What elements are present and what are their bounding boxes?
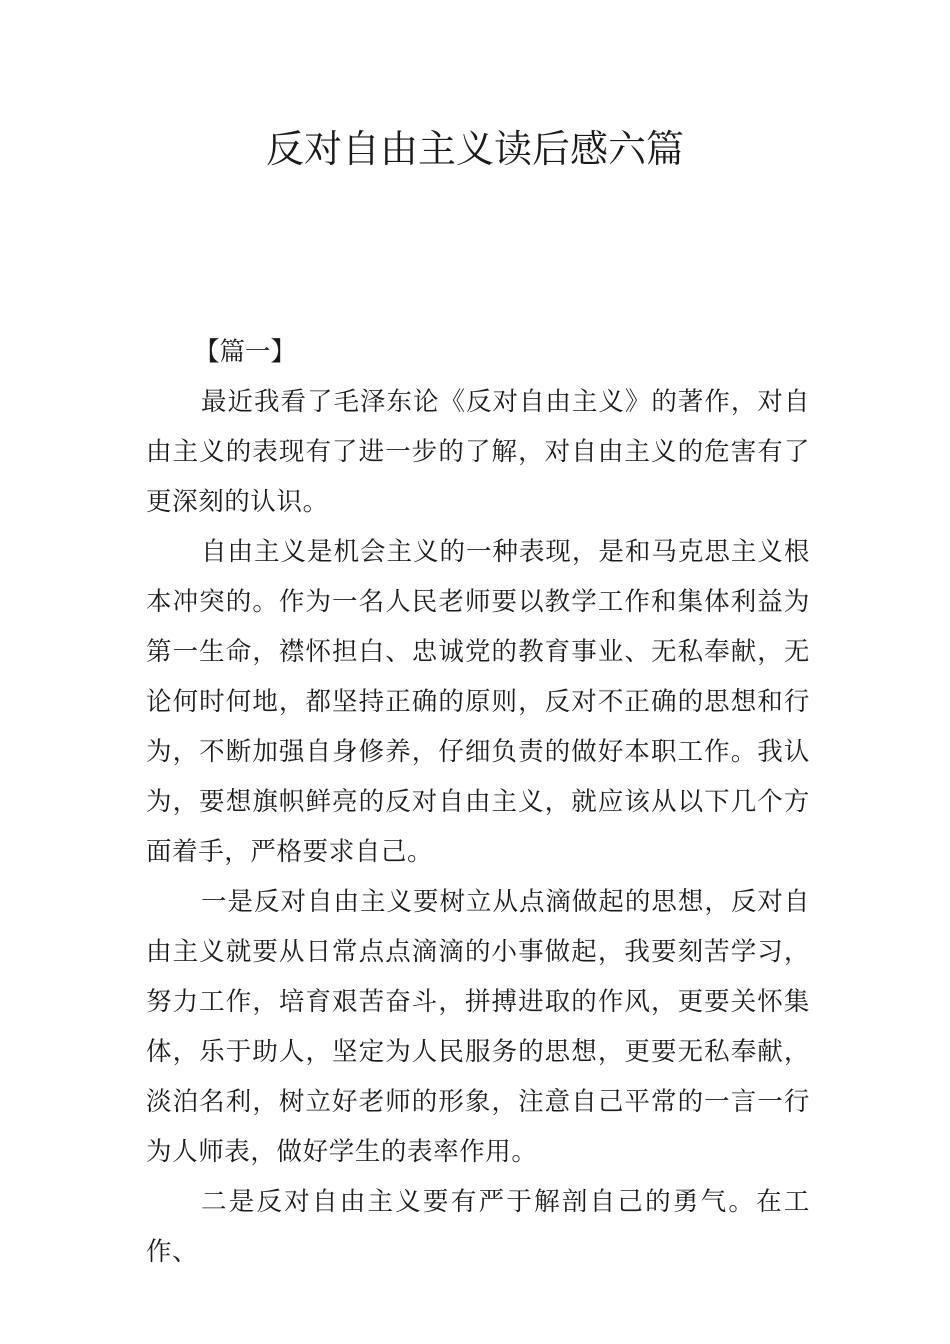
paragraph-2: 自由主义是机会主义的一种表现，是和马克思主义根本冲突的。作为一名人民老师要以教学工作和集体利益为第一生命，襟怀担白、忠诚党的教育事业、无私奉献，无论何时何地，都坚持正确的原则，反对不正确的思想和行为，不断加强自身修养，仔细负责的做好本职工作。我认为，要想旗帜鲜亮的反对自由主义，就应该从以下几个方面着手，严格要求自己。 <box>146 537 810 867</box>
paragraph-1: 最近我看了毛泽东论《反对自由主义》的著作，对自由主义的表现有了进一步的了解，对自由主义的危害有了更深刻的认识。 <box>146 387 810 517</box>
document-body <box>146 327 810 1277</box>
document-title: 反对自由主义读后感六篇 <box>265 127 684 171</box>
section-label: 【篇一】 <box>194 337 297 367</box>
paragraph-4: 二是反对自由主义要有严于解剖自己的勇气。在工作、 <box>146 1187 810 1267</box>
paragraph-3: 一是反对自由主义要树立从点滴做起的思想，反对自由主义就要从日常点点滴滴的小事做起，我要刻苦学习，努力工作，培育艰苦奋斗，拼搏进取的作风，更要关怀集体，乐于助人，坚定为人民服务的思想，更要无私奉献，淡泊名利，树立好老师的形象，注意自己平常的一言一行为人师表，做好学生的表率作用。 <box>146 887 810 1167</box>
